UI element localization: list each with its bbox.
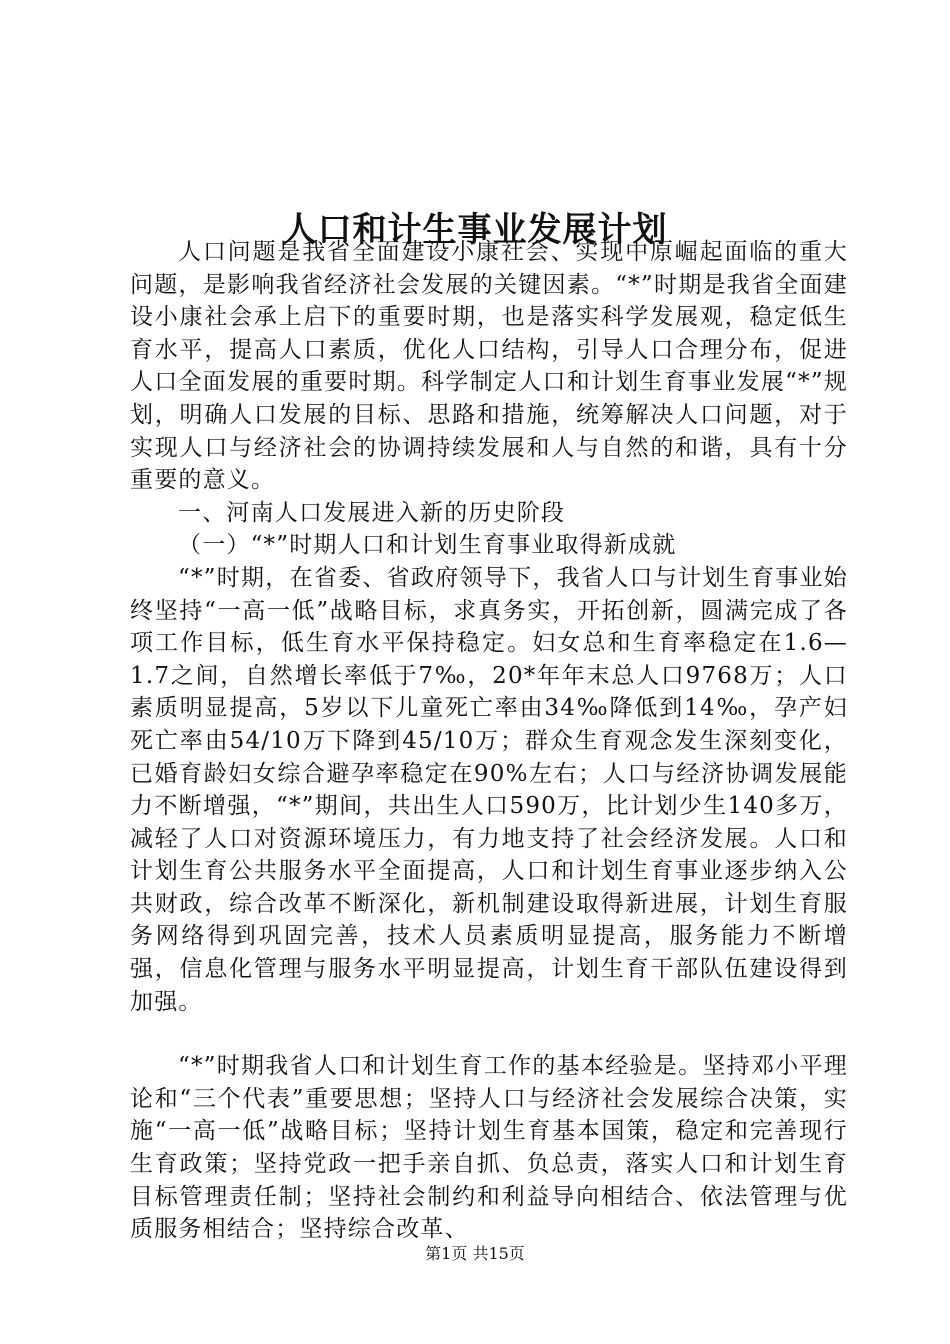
document-title: 人口和计生事业发展计划 bbox=[282, 209, 668, 250]
paragraph-gap bbox=[130, 1018, 848, 1050]
subsection-heading-1: （一）“*”时期人口和计划生育事业取得新成就 bbox=[178, 532, 677, 559]
paragraph-experience: “*”时期我省人口和计划生育工作的基本经验是。坚持邓小平理论和“三个代表”重要思想；坚持人口与经济社会发展综合决策，实施“一高一低”战略目标；坚持计划生育基本国策，稳定和完善现行生育政策；坚持党政一把手亲自抓、负总责，落实人口和计划生育目标管理责任制；坚持社会制约和利益导向相结合、依法管理与优质服务相结合；坚持综合改革、 bbox=[130, 1053, 848, 1243]
document-body bbox=[130, 236, 848, 1246]
section-heading-1: 一、河南人口发展进入新的历史阶段 bbox=[178, 499, 566, 526]
page-number: 第1页 共15页 bbox=[425, 1244, 525, 1263]
paragraph-achievements: “*”时期，在省委、省政府领导下，我省人口与计划生育事业始终坚持“一高一低”战略目标，求真务实，开拓创新，圆满完成了各项工作目标，低生育水平保持稳定。妇女总和生育率稳定在1.6—1.7之间，自然增长率低于7‰，20*年年末总人口9768万；人口素质明显提高，5岁以下儿童死亡率由34‰降低到14‰，孕产妇死亡率由54/10万下降到45/10万；群众生育观念发生深刻变化，已婚育龄妇女综合避孕率稳定在90%左右；人口与经济协调发展能力不断增强，“*”期间，共出生人口590万，比计划少生140多万，减轻了人口对资源环境压力，有力地支持了社会经济发展。人口和计划生育公共服务水平全面提高，人口和计划生育事业逐步纳入公共财政，综合改革不断深化，新机制建设取得新进展，计划生育服务网络得到巩固完善，技术人员素质明显提高，服务能力不断增强，信息化管理与服务水平明显提高，计划生育干部队伍建设得到加强。 bbox=[130, 564, 848, 1015]
paragraph-intro: 人口问题是我省全面建设小康社会、实现中原崛起面临的重大问题，是影响我省经济社会发展的关键因素。“*”时期是我省全面建设小康社会承上启下的重要时期，也是落实科学发展观，稳定低生育水平，提高人口素质，优化人口结构，引导人口合理分布，促进人口全面发展的重要时期。科学制定人口和计划生育事业发展“*”规划，明确人口发展的目标、思路和措施，统筹解决人口问题，对于实现人口与经济社会的协调持续发展和人与自然的和谐，具有十分重要的意义。 bbox=[130, 239, 848, 494]
